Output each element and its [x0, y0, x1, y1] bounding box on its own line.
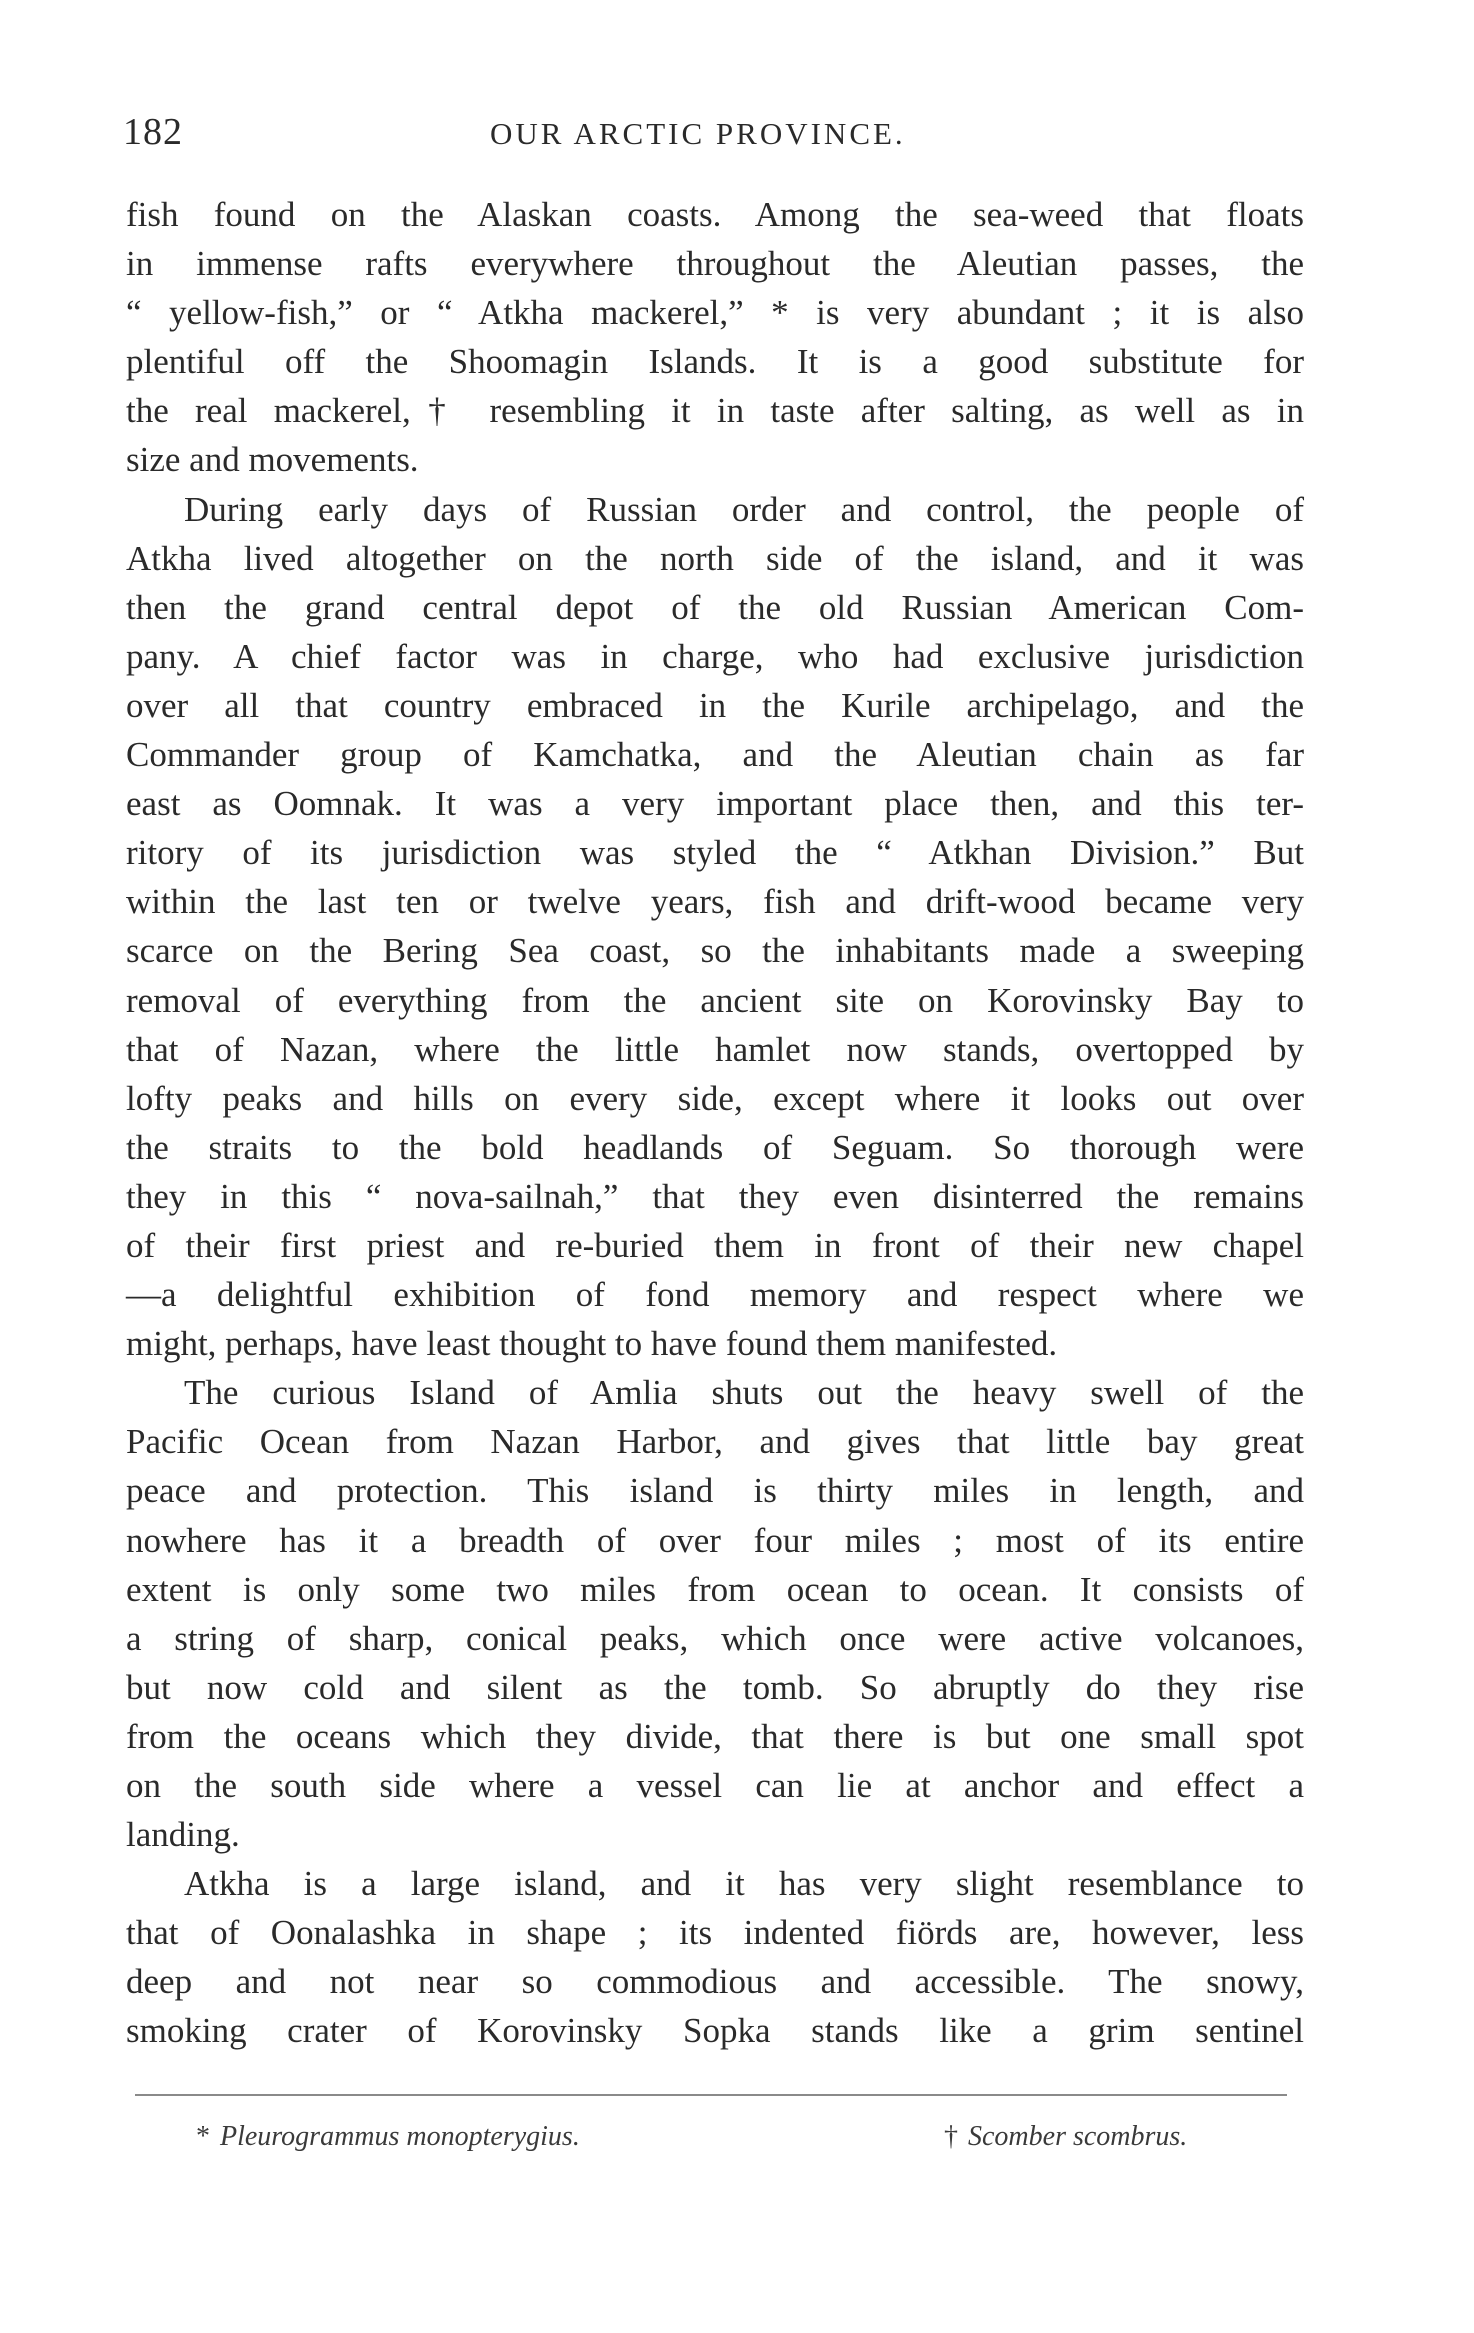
text-line: smoking crater of Korovinsky Sopka stands like a grim sentinel: [126, 2011, 1304, 2051]
footnote-divider: [135, 2094, 1287, 2096]
text-line: scarce on the Bering Sea coast, so the inhabitants made a sweeping: [126, 931, 1304, 971]
footnote-marker: †: [944, 2121, 958, 2152]
page-number: 182: [123, 111, 183, 153]
text-line: Commander group of Kamchatka, and the Aleutian chain as far: [126, 735, 1304, 775]
paragraph-start-line: Atkha is a large island, and it has very slight resemblance to: [184, 1864, 1304, 1904]
text-line: fish found on the Alaskan coasts. Among the sea-weed that floats: [126, 195, 1304, 234]
footnote-text: Pleurogrammus monopterygius.: [220, 2121, 580, 2152]
text-line: a string of sharp, conical peaks, which once were active volcanoes,: [126, 1618, 1304, 1658]
text-line: east as Oomnak. It was a very important place then, and this ter-: [126, 784, 1304, 824]
text-line: they in this “ nova-sailnah,” that they even disinterred the remains: [126, 1176, 1304, 1216]
text-line: landing.: [126, 1815, 240, 1855]
text-line: from the oceans which they divide, that there is but one small spot: [126, 1716, 1304, 1756]
text-line: “ yellow-fish,” or “ Atkha mackerel,” * is very abundant ; it is also: [126, 293, 1304, 333]
paragraph-start-line: During early days of Russian order and control, the people of: [184, 489, 1304, 529]
text-line: that of Oonalashka in shape ; its indented fiörds are, however, less: [126, 1913, 1304, 1953]
running-title: OUR ARCTIC PROVINCE.: [490, 116, 906, 151]
footnotes: [0, 2121, 1474, 2171]
footnote-marker: *: [196, 2121, 210, 2152]
body-text: [126, 190, 1304, 2056]
text-line: the real mackerel,† resembling it in taste after salting, as well as in: [126, 391, 1304, 431]
footnote-text: Scomber scombrus.: [968, 2121, 1188, 2152]
text-line: size and movements.: [126, 440, 419, 480]
text-line: of their first priest and re-buried them in front of their new chapel: [126, 1225, 1304, 1265]
text-line: —a delightful exhibition of fond memory and respect where we: [126, 1275, 1304, 1315]
text-line: on the south side where a vessel can lie at anchor and effect a: [126, 1766, 1304, 1805]
text-line: ritory of its jurisdiction was styled the “ Atkhan Division.” But: [126, 833, 1304, 873]
text-line: deep and not near so commodious and accessible. The snowy,: [126, 1962, 1304, 2002]
paragraph-start-line: The curious Island of Amlia shuts out the heavy swell of the: [184, 1373, 1304, 1413]
text-line: removal of everything from the ancient site on Korovinsky Bay to: [126, 980, 1304, 1020]
footnote-dagger: [944, 2121, 1187, 2153]
text-line: in immense rafts everywhere throughout the Aleutian passes, the: [126, 244, 1304, 284]
text-line: but now cold and silent as the tomb. So abruptly do they rise: [126, 1667, 1304, 1707]
text-line: then the grand central depot of the old Russian American Com-: [126, 587, 1304, 627]
text-line: nowhere has it a breadth of over four miles ; most of its entire: [126, 1520, 1304, 1560]
text-line: plentiful off the Shoomagin Islands. It is a good substitute for: [126, 342, 1304, 382]
text-line: lofty peaks and hills on every side, except where it looks out over: [126, 1078, 1304, 1118]
text-line: pany. A chief factor was in charge, who had exclusive jurisdiction: [126, 636, 1304, 676]
footnote-asterisk: [196, 2121, 580, 2153]
text-line: Pacific Ocean from Nazan Harbor, and gives that little bay great: [126, 1422, 1304, 1462]
page-header: [123, 110, 963, 160]
text-line: over all that country embraced in the Kurile archipelago, and the: [126, 685, 1304, 725]
text-line: Atkha lived altogether on the north side of the island, and it was: [126, 538, 1304, 578]
text-line: that of Nazan, where the little hamlet now stands, overtopped by: [126, 1029, 1304, 1069]
text-line: the straits to the bold headlands of Seguam. So thorough were: [126, 1127, 1304, 1167]
text-line: extent is only some two miles from ocean to ocean. It consists of: [126, 1569, 1304, 1609]
text-line: might, perhaps, have least thought to have found them manifested.: [126, 1324, 1058, 1364]
text-line: peace and protection. This island is thirty miles in length, and: [126, 1471, 1304, 1511]
text-line: within the last ten or twelve years, fish and drift-wood became very: [126, 882, 1304, 922]
